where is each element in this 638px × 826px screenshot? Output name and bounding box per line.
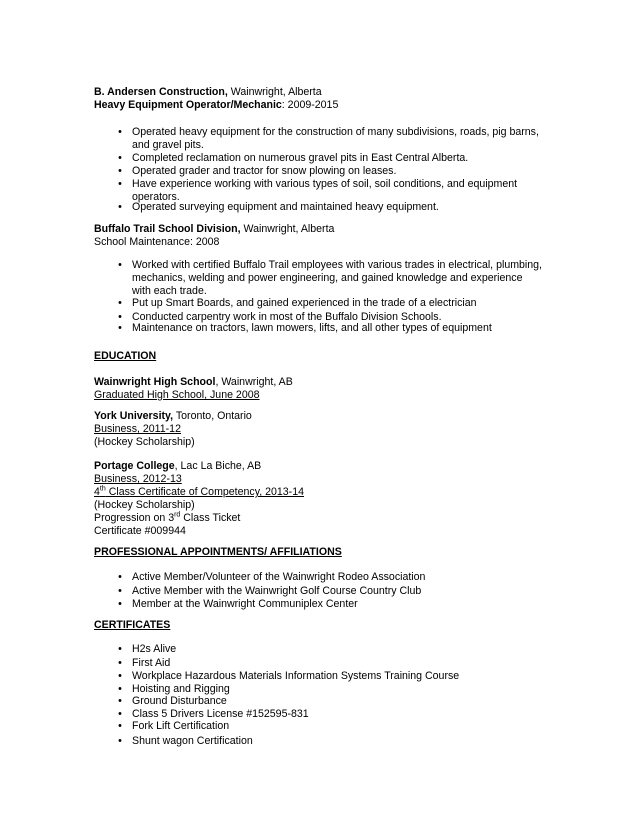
bullet-icon: • — [118, 201, 122, 213]
job2-bullet-4: Maintenance on tractors, lawn mowers, lifts, and all other types of equipment — [132, 322, 492, 334]
bullet-icon: • — [118, 259, 122, 271]
job2-bullet-2: Put up Smart Boards, and gained experienced in the trade of a electrician — [132, 297, 477, 309]
job1-bullet-3: Operated grader and tractor for snow plowing on leases. — [132, 165, 397, 177]
progression-rest: Class Ticket — [180, 512, 241, 524]
job2-employer: Buffalo Trail School Division, — [94, 223, 241, 235]
bullet-icon: • — [118, 643, 122, 655]
bullet-icon: • — [118, 708, 122, 720]
job1-bullet-4: Have experience working with various types of soil, soil conditions, and equipment operators. — [132, 178, 518, 203]
school2-note: (Hockey Scholarship) — [94, 436, 195, 448]
appointment-item-3: Member at the Wainwright Communiplex Center — [132, 598, 358, 610]
school3-name: Portage College — [94, 460, 175, 472]
education-heading: EDUCATION — [94, 350, 157, 362]
certificate-item-2: First Aid — [132, 657, 171, 669]
certificate-item-6: Class 5 Drivers License #152595-831 — [132, 708, 309, 720]
certificate-item-8: Shunt wagon Certification — [132, 735, 253, 747]
bullet-icon: • — [118, 178, 122, 190]
school3-note: (Hockey Scholarship) — [94, 499, 195, 511]
certificate-item-1: H2s Alive — [132, 643, 177, 655]
job2-header — [94, 223, 334, 236]
job1-bullet-5: Operated surveying equipment and maintained heavy equipment. — [132, 201, 439, 213]
appointment-item-1: Active Member/Volunteer of the Wainwright Rodeo Association — [132, 571, 426, 583]
school2-name: York University, — [94, 410, 174, 422]
certificate-item-4: Hoisting and Rigging — [132, 683, 230, 695]
cert-class-suffix: th — [99, 485, 106, 493]
bullet-icon: • — [118, 322, 122, 334]
school1-line — [94, 376, 293, 389]
bullet-icon: • — [118, 126, 122, 138]
bullet-icon: • — [118, 683, 122, 695]
job1-title: Heavy Equipment Operator/Mechanic — [94, 99, 282, 111]
progression-text: Progression on 3 — [94, 512, 175, 524]
school2-location: Toronto, Ontario — [175, 410, 252, 422]
school1-detail: Graduated High School, June 2008 — [94, 389, 260, 401]
job1-dates: : 2009-2015 — [281, 99, 339, 111]
bullet-icon: • — [118, 165, 122, 177]
job2-title: School Maintenance: 2008 — [94, 236, 220, 248]
bullet-icon: • — [118, 297, 122, 309]
school3-certificate-line — [94, 486, 304, 499]
school2-detail: Business, 2011-12 — [94, 423, 181, 435]
job1-employer: B. Andersen Construction, — [94, 86, 228, 98]
bullet-icon: • — [118, 657, 122, 669]
bullet-icon: • — [118, 598, 122, 610]
certificates-heading: CERTIFICATES — [94, 619, 171, 631]
school1-location: , Wainwright, AB — [215, 376, 293, 388]
job2-bullet-3: Conducted carpentry work in most of the Buffalo Division Schools. — [132, 311, 442, 323]
cert-class-text: Class Certificate of Competency, 2013-14 — [105, 486, 304, 498]
bullet-icon: • — [118, 585, 122, 597]
bullet-icon: • — [118, 695, 122, 707]
job2-bullet-1: Worked with certified Buffalo Trail employees with various trades in electrical, plumbing, mechanics, welding and power engineering, and gained knowledge and experience with each trade. — [132, 259, 543, 297]
bullet-icon: • — [118, 720, 122, 732]
school3-certificate-number: Certificate #009944 — [94, 525, 186, 537]
school3-line — [94, 460, 261, 473]
school1-name: Wainwright High School — [94, 376, 216, 388]
certificate-item-3: Workplace Hazardous Materials Information Systems Training Course — [132, 670, 460, 682]
appointment-item-2: Active Member with the Wainwright Golf Course Country Club — [132, 585, 422, 597]
bullet-icon: • — [118, 735, 122, 747]
progression-suffix: rd — [174, 511, 181, 519]
job1-bullet-2: Completed reclamation on numerous gravel pits in East Central Alberta. — [132, 152, 469, 164]
school3-location: , Lac La Biche, AB — [174, 460, 262, 472]
job1-title-line — [94, 99, 338, 112]
bullet-icon: • — [118, 670, 122, 682]
job1-location: Wainwright, Alberta — [230, 86, 322, 98]
bullet-icon: • — [118, 571, 122, 583]
certificate-item-5: Ground Disturbance — [132, 695, 227, 707]
appointments-heading: PROFESSIONAL APPOINTMENTS/ AFFILIATIONS — [94, 546, 342, 558]
bullet-icon: • — [118, 152, 122, 164]
school3-detail: Business, 2012-13 — [94, 473, 182, 485]
school2-line — [94, 410, 252, 423]
cert-class-number: 4 — [94, 486, 100, 498]
job1-header — [94, 86, 322, 99]
certificate-item-7: Fork Lift Certification — [132, 720, 230, 732]
bullet-icon: • — [118, 311, 122, 323]
job2-location: Wainwright, Alberta — [243, 223, 335, 235]
school3-progression — [94, 512, 240, 525]
job1-bullet-1: Operated heavy equipment for the construction of many subdivisions, roads, pig barns, and gravel pits. — [132, 126, 539, 151]
